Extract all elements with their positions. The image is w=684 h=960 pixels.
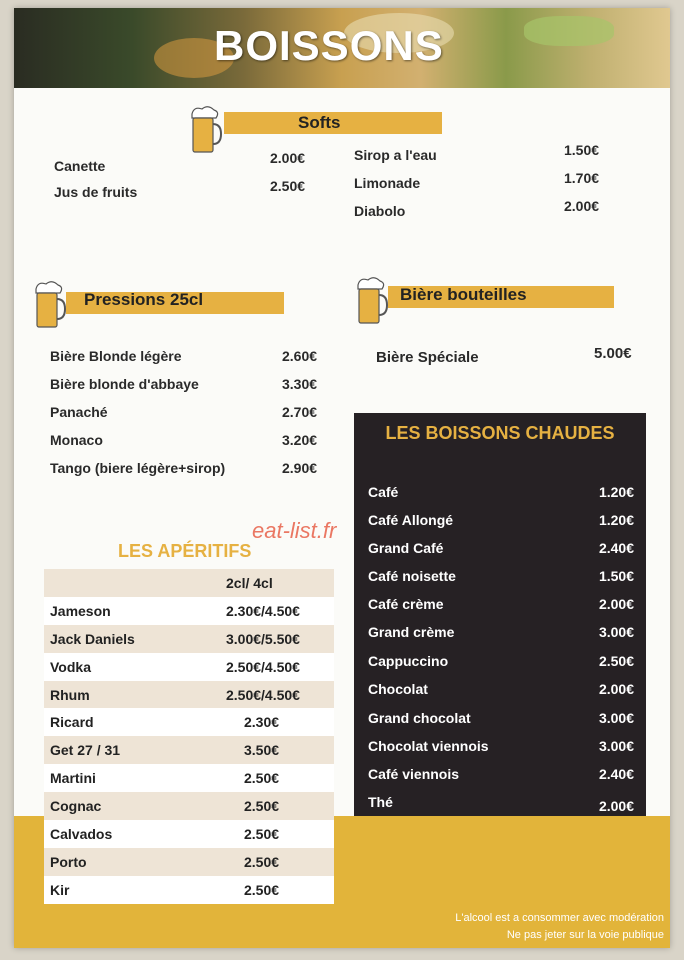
list-item: Bière blonde d'abbaye [50, 376, 199, 392]
list-item: Jus de fruits [54, 184, 138, 200]
table-row: Porto 2.50€ [44, 848, 334, 876]
menu-page [14, 8, 670, 948]
item-price: 2.00€ [270, 150, 306, 166]
item-price: 1.70€ [564, 170, 600, 186]
item-price: 2.50€ [270, 178, 306, 194]
list-item: Panaché [50, 404, 108, 420]
item-price: 3.00€ [598, 738, 634, 754]
list-item: Limonade [354, 175, 421, 191]
item-price: 2.40€ [598, 766, 634, 782]
footer-note-alcohol: L'alcool est a consommer avec modération [455, 912, 664, 924]
item-price: 2.00€ [598, 798, 634, 814]
beer-mug-icon [354, 274, 388, 328]
item-price: 2.50€ [598, 653, 634, 669]
hot-drinks-title: LES BOISSONS CHAUDES [385, 423, 615, 443]
beer-mug-icon [188, 104, 222, 156]
watermark: eat-list.fr [252, 518, 337, 543]
item-price: 1.20€ [598, 484, 634, 500]
item-price: 3.20€ [282, 432, 318, 448]
list-item: Tango (biere légère+sirop) [50, 460, 226, 476]
item-price: 2.90€ [282, 460, 318, 476]
table-row: Jameson 2.30€/4.50€ [50, 602, 300, 619]
item-price: 2.60€ [282, 348, 318, 364]
list-item: Grand crème [368, 624, 455, 640]
item-price: 1.20€ [598, 512, 634, 528]
list-item: Thé [368, 794, 393, 810]
item-price: 2.00€ [598, 596, 634, 612]
page-title: BOISSONS [214, 22, 444, 69]
header-banner [14, 8, 670, 88]
list-item: Canette [54, 158, 106, 174]
aperitifs-title: LES APÉRITIFS [118, 541, 252, 561]
pressions-title: Pressions 25cl [84, 290, 204, 309]
item-price: 1.50€ [598, 568, 634, 584]
list-item: Bière Blonde légère [50, 348, 182, 364]
table-row: Get 27 / 31 3.50€ [44, 736, 334, 764]
list-item: Grand chocolat [368, 710, 471, 726]
item-price: 2.40€ [598, 540, 634, 556]
item-price: 1.50€ [564, 142, 600, 158]
item-price: 2.00€ [564, 198, 600, 214]
item-price: 2.00€ [598, 681, 634, 697]
item-price: 2.70€ [282, 404, 318, 420]
table-row: Vodka 2.50€/4.50€ [50, 658, 300, 675]
list-item: Chocolat viennois [368, 738, 489, 754]
beer-mug-icon [32, 278, 66, 332]
list-item: Café Allongé [368, 512, 454, 528]
list-item: Bière Spéciale [376, 349, 479, 366]
aperitifs-table [44, 569, 334, 904]
list-item: Diabolo [354, 203, 406, 219]
item-price: 3.30€ [282, 376, 318, 392]
item-price: 5.00€ [594, 345, 632, 362]
list-item: Café viennois [368, 766, 460, 782]
list-item: Chocolat [368, 681, 428, 697]
list-item: Café [368, 484, 399, 500]
table-header-row [44, 569, 334, 597]
item-price: 3.00€ [598, 624, 634, 640]
list-item: Cappuccino [368, 653, 449, 669]
item-price: 3.00€ [598, 710, 634, 726]
table-row: Rhum 2.50€/4.50€ [44, 681, 334, 709]
table-row: Calvados 2.50€ [50, 826, 280, 843]
footer-note-litter: Ne pas jeter sur la voie publique [506, 929, 664, 941]
column-header: 2cl/ 4cl [226, 575, 273, 591]
table-row: Kir 2.50€ [50, 881, 280, 898]
hot-drinks-box [354, 413, 646, 816]
list-item: Monaco [50, 432, 103, 448]
table-row: Ricard 2.30€ [50, 714, 280, 731]
list-item: Café crème [368, 596, 444, 612]
table-row: Cognac 2.50€ [44, 792, 334, 820]
bouteilles-title: Bière bouteilles [400, 285, 527, 304]
table-row: Martini 2.50€ [50, 770, 280, 787]
table-row: Jack Daniels 3.00€/5.50€ [44, 625, 334, 653]
list-item: Grand Café [368, 540, 444, 556]
softs-title: Softs [298, 113, 341, 132]
list-item: Café noisette [368, 568, 456, 584]
list-item: Sirop a l'eau [354, 147, 437, 163]
